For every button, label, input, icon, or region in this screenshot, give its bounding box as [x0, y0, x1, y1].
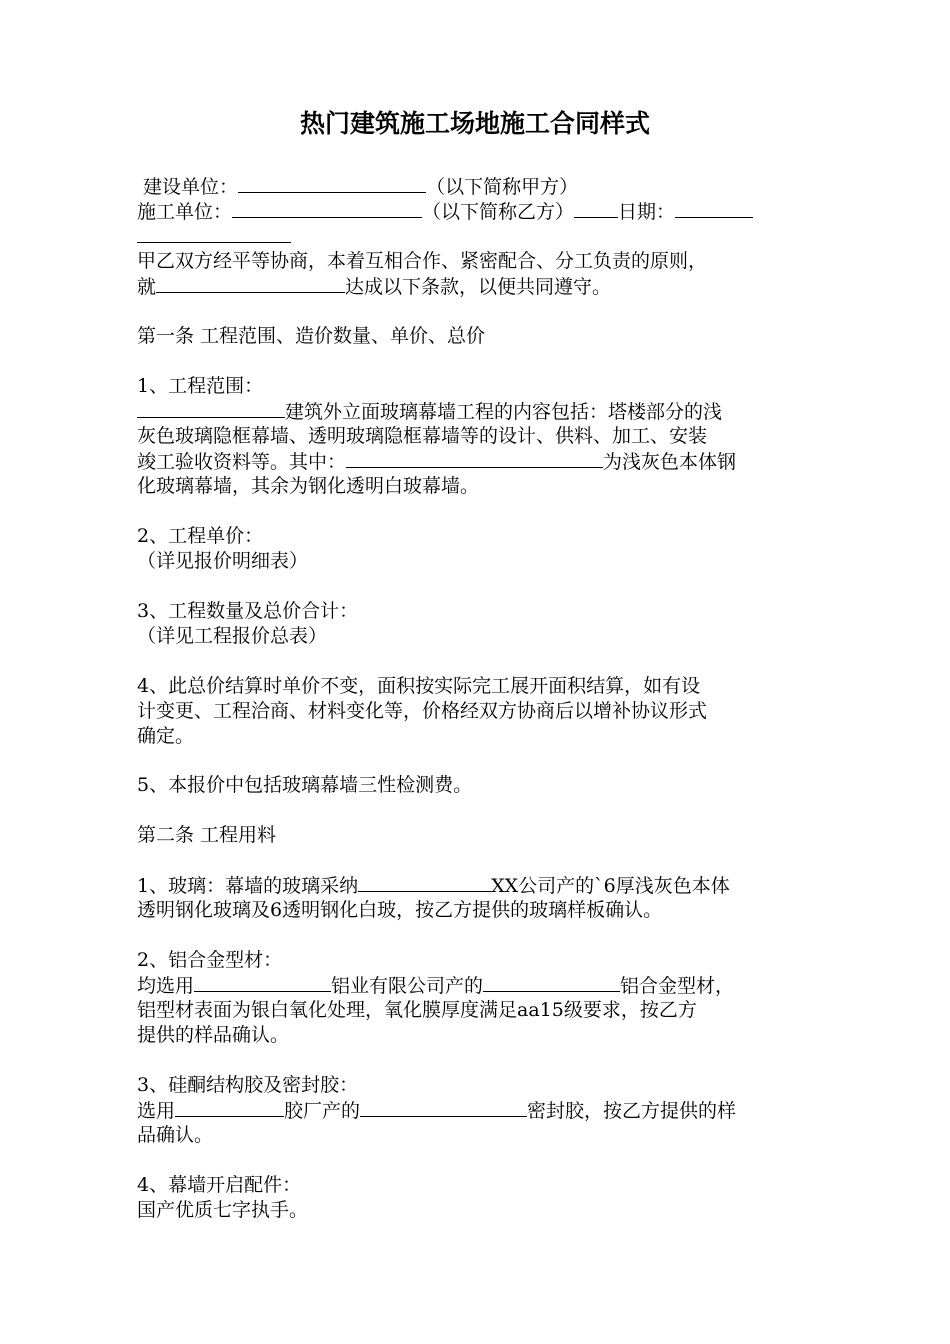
a2-item2-blank-2 [483, 973, 620, 992]
a2-item3-mid: 胶厂产的 [284, 1100, 361, 1122]
a2-item1-prefix: 1、玻璃：幕墙的玻璃采纳 [137, 875, 359, 897]
a1-item3-label: 3、工程数量及总价合计： [137, 600, 359, 622]
a2-item2-line-c: 提供的样品确认。 [137, 1024, 290, 1046]
a1-item5: 5、本报价中包括玻璃幕墙三性检测费。 [137, 774, 473, 796]
a2-item3-line-b: 品确认。 [137, 1124, 214, 1146]
date-blank [675, 199, 753, 218]
a1-item1-label: 1、工程范围： [137, 375, 264, 397]
a1-item1-line-b: 灰色玻璃隐框幕墙、透明玻璃隐框幕墙等的设计、供料、加工、安装 [137, 425, 708, 447]
a1-item1-text-c: 竣工验收资料等。其中： [137, 451, 347, 473]
a1-item1-blank-1 [137, 399, 285, 418]
party-b-line [137, 199, 813, 225]
a2-item4-label: 4、幕墙开启配件： [137, 1174, 302, 1196]
a2-item2-blank-1 [194, 973, 331, 992]
a2-item3-line-a [137, 1098, 813, 1124]
date-blank-continuation [137, 224, 813, 250]
a2-item2-line-a [137, 973, 813, 999]
intro-line-2 [137, 274, 813, 300]
party-a-line [137, 174, 813, 200]
a1-item4-line-b: 计变更、工程洽商、材料变化等，价格经双方协商后以增补协议形式 [137, 700, 708, 722]
a2-item2-line-b: 铝型材表面为银白氧化处理，氧化膜厚度满足aa15级要求，按乙方 [137, 999, 697, 1021]
party-b-blank [232, 199, 422, 218]
a1-item1-text-a: 建筑外立面玻璃幕墙工程的内容包括：塔楼部分的浅 [285, 401, 723, 423]
a2-item4-text: 国产优质七字执手。 [137, 1199, 309, 1221]
a2-item1-suffix: XX公司产的`6厚浅灰色本体 [491, 875, 730, 897]
party-b-label: 施工单位： [137, 201, 233, 223]
article-2-heading: 第二条 工程用料 [137, 824, 277, 846]
document-title: 热门建筑施工场地施工合同样式 [299, 109, 650, 138]
a1-item2-label: 2、工程单价： [137, 525, 264, 547]
spacer-blank [574, 199, 618, 218]
intro-prefix: 就 [137, 276, 157, 298]
a2-item3-suffix: 密封胶，按乙方提供的样 [527, 1100, 737, 1122]
party-b-suffix: （以下简称乙方） [422, 201, 575, 223]
a1-item1-line-c [137, 449, 813, 475]
party-a-suffix: （以下简称甲方） [426, 176, 579, 198]
party-a-label: 建设单位： [137, 176, 239, 198]
a1-item1-line-a [137, 399, 813, 425]
a2-item3-blank-2 [360, 1098, 527, 1117]
a2-item3-prefix: 选用 [137, 1100, 176, 1122]
a1-item1-blank-2 [346, 449, 603, 468]
a2-item1-line-a [137, 873, 813, 899]
a1-item1-line-d: 化玻璃幕墙，其余为钢化透明白玻幕墙。 [137, 475, 480, 497]
a2-item2-prefix: 均选用 [137, 975, 195, 997]
a1-item3-text: （详见工程报价总表） [137, 625, 328, 647]
a2-item2-label: 2、铝合金型材： [137, 949, 283, 971]
a2-item2-mid: 铝业有限公司产的 [331, 975, 484, 997]
a1-item4-line-c: 确定。 [137, 725, 195, 747]
date-label: 日期： [618, 201, 676, 223]
a2-item3-label: 3、硅酮结构胶及密封胶： [137, 1074, 359, 1096]
party-a-blank [238, 174, 426, 193]
intro-suffix: 达成以下条款，以便共同遵守。 [345, 276, 612, 298]
date-blank-cont [137, 224, 291, 243]
a2-item3-blank-1 [175, 1098, 284, 1117]
a1-item4-line-a: 4、此总价结算时单价不变，面积按实际完工展开面积结算，如有设 [137, 675, 701, 697]
intro-line-1: 甲乙双方经平等协商，本着互相合作、紧密配合、分工负责的原则， [137, 250, 708, 272]
a1-item1-text-c2: 为浅灰色本体钢 [603, 451, 737, 473]
intro-blank [156, 274, 345, 293]
article-1-heading: 第一条 工程范围、造价数量、单价、总价 [137, 325, 486, 347]
a2-item1-line-b: 透明钢化玻璃及6透明钢化白玻，按乙方提供的玻璃样板确认。 [137, 899, 663, 921]
a1-item2-text: （详见报价明细表） [137, 550, 309, 572]
a2-item2-suffix: 铝合金型材， [620, 975, 735, 997]
a2-item1-blank [358, 873, 491, 892]
